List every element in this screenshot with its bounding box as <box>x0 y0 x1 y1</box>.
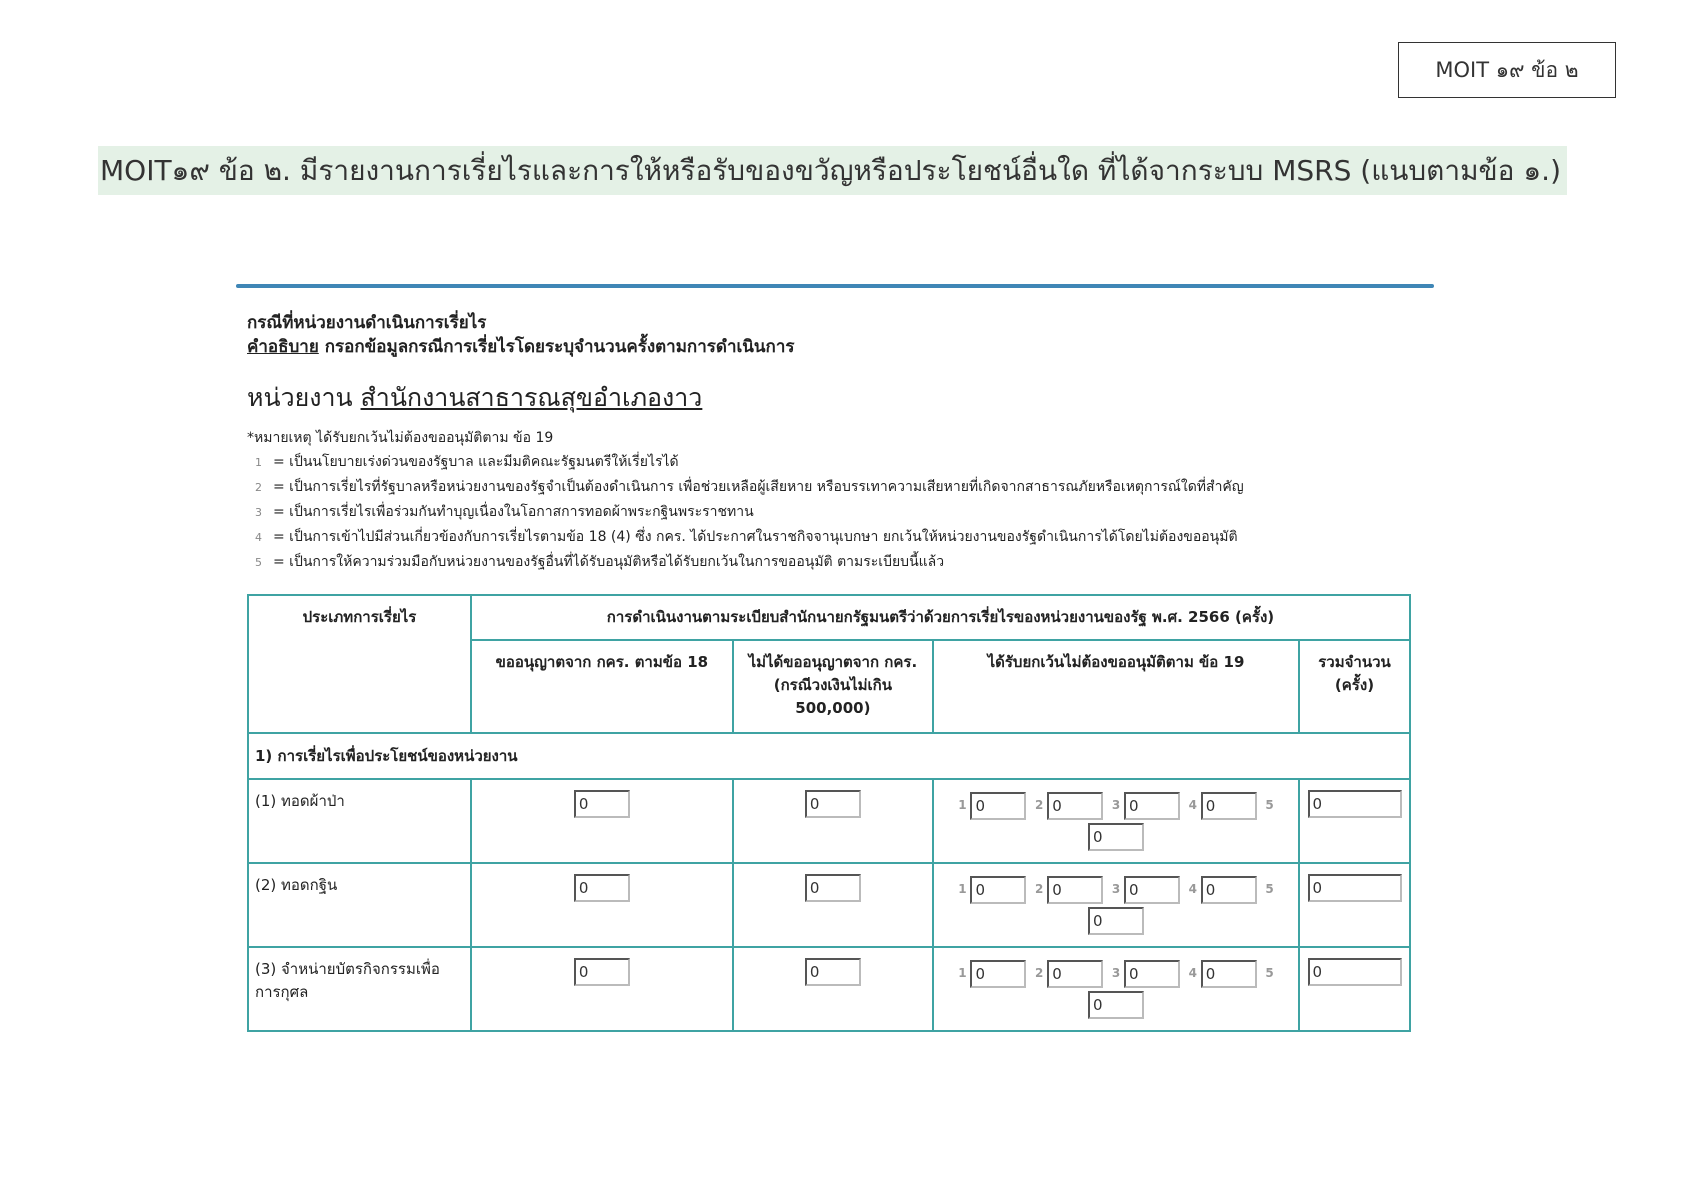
exempt-cell <box>933 779 1299 863</box>
intro-block <box>247 311 795 359</box>
agency-line <box>247 378 702 418</box>
row-label: (3) จำหน่ายบัตรกิจกรรมเพื่อการกุศล <box>248 947 471 1031</box>
header-no-permit: ไม่ได้ขออนุญาตจาก กคร. (กรณีวงเงินไม่เกิน 500,000) <box>733 640 933 733</box>
table-row <box>248 947 1410 1031</box>
exempt-5-input[interactable]: 0 <box>1088 823 1144 851</box>
note-item <box>247 550 1244 575</box>
permit-cell <box>471 863 733 947</box>
exempt-3-input[interactable]: 0 <box>1124 792 1180 820</box>
document-code-box <box>1398 42 1616 98</box>
total-cell <box>1299 947 1410 1031</box>
note-item <box>247 475 1244 500</box>
header-permit: ขออนุญาตจาก กคร. ตามข้อ 18 <box>471 640 733 733</box>
exempt-inputs <box>940 874 1292 936</box>
no-permit-count-input[interactable]: 0 <box>805 958 861 986</box>
section-label: 1) การเรี่ยไรเพื่อประโยชน์ของหน่วยงาน <box>248 733 1410 779</box>
exempt-2-input[interactable]: 0 <box>1047 876 1103 904</box>
no-permit-count-input[interactable]: 0 <box>805 790 861 818</box>
exempt-inputs <box>940 790 1292 852</box>
exempt-cell <box>933 947 1299 1031</box>
total-cell <box>1299 863 1410 947</box>
exempt-label: 2 <box>1035 798 1044 812</box>
intro-line: กรณีที่หน่วยงานดำเนินการเรี่ยไร <box>247 313 487 333</box>
agency-label: หน่วยงาน <box>247 383 361 412</box>
total-count-input[interactable]: 0 <box>1308 958 1402 986</box>
exempt-label: 3 <box>1111 966 1121 980</box>
exempt-label: 2 <box>1035 882 1044 896</box>
agency-name: สำนักงานสาธารณสุขอำเภองาว <box>360 383 703 412</box>
exempt-1-input[interactable]: 0 <box>970 792 1026 820</box>
note-text: = เป็นการเรี่ยไรที่รัฐบาลหรือหน่วยงานของรัฐจำเป็นต้องดำเนินการ เพื่อช่วยเหลือผู้เสียหาย หรือบรรเทาความเสียหายที่เกิดจากสาธารณภัยหรือเหตุการณ์ใดที่สำคัญ <box>273 479 1244 495</box>
exempt-label: 5 <box>1265 966 1274 980</box>
note-text: = เป็นการเรี่ยไรเพื่อร่วมกันทำบุญเนื่องในโอกาสการทอดผ้าพระกฐินพระราชทาน <box>273 504 754 520</box>
header-exempt: ได้รับยกเว้นไม่ต้องขออนุมัติตาม ข้อ 19 <box>933 640 1299 733</box>
no-permit-cell <box>733 779 933 863</box>
exempt-3-input[interactable]: 0 <box>1124 960 1180 988</box>
note-number: 1 <box>255 456 262 469</box>
note-number: 5 <box>255 556 262 569</box>
note-item <box>247 525 1244 550</box>
table-row <box>248 779 1410 863</box>
exempt-label: 1 <box>958 966 967 980</box>
header-total: รวมจำนวน (ครั้ง) <box>1299 640 1410 733</box>
exempt-2-input[interactable]: 0 <box>1047 960 1103 988</box>
exempt-1-input[interactable]: 0 <box>970 960 1026 988</box>
exempt-label: 3 <box>1111 798 1121 812</box>
total-cell <box>1299 779 1410 863</box>
note-text: = เป็นการเข้าไปมีส่วนเกี่ยวข้องกับการเรี่ยไรตามข้อ 18 (4) ซึ่ง กคร. ได้ประกาศในราชกิจจานุเบกษา ยกเว้นให้หน่วยงานของรัฐดำเนินการได้โดยไม่ต้องขออนุมัติ <box>273 529 1238 545</box>
exempt-label: 2 <box>1035 966 1044 980</box>
exempt-label: 4 <box>1188 798 1197 812</box>
section-divider <box>236 284 1434 288</box>
description-text: กรอกข้อมูลกรณีการเรี่ยไรโดยระบุจำนวนครั้งตามการดำเนินการ <box>318 337 795 357</box>
no-permit-cell <box>733 947 933 1031</box>
no-permit-count-input[interactable]: 0 <box>805 874 861 902</box>
notes-title: *หมายเหตุ ได้รับยกเว้นไม่ต้องขออนุมัติตาม ข้อ 19 <box>247 430 554 446</box>
section-row <box>248 733 1410 779</box>
no-permit-cell <box>733 863 933 947</box>
exempt-label: 5 <box>1265 798 1274 812</box>
note-number: 3 <box>255 506 262 519</box>
exempt-label: 3 <box>1111 882 1121 896</box>
permit-count-input[interactable]: 0 <box>574 790 630 818</box>
exempt-5-input[interactable]: 0 <box>1088 991 1144 1019</box>
permit-count-input[interactable]: 0 <box>574 874 630 902</box>
permit-cell <box>471 779 733 863</box>
note-item <box>247 450 1244 475</box>
exempt-inputs <box>940 958 1292 1020</box>
exempt-label: 5 <box>1265 882 1274 896</box>
solicitation-table <box>247 594 1411 1032</box>
row-label: (2) ทอดกฐิน <box>248 863 471 947</box>
exempt-1-input[interactable]: 0 <box>970 876 1026 904</box>
exempt-cell <box>933 863 1299 947</box>
permit-count-input[interactable]: 0 <box>574 958 630 986</box>
page-heading: MOIT๑๙ ข้อ ๒. มีรายงานการเรี่ยไรและการให้หรือรับของขวัญหรือประโยชน์อื่นใด ที่ได้จากระบบ MSRS (แนบตามข้อ ๑.) <box>98 146 1567 195</box>
exempt-4-input[interactable]: 0 <box>1201 876 1257 904</box>
permit-cell <box>471 947 733 1031</box>
table-header-row <box>248 595 1410 640</box>
description-line <box>247 335 795 359</box>
exempt-5-input[interactable]: 0 <box>1088 907 1144 935</box>
row-label: (1) ทอดผ้าป่า <box>248 779 471 863</box>
exempt-4-input[interactable]: 0 <box>1201 792 1257 820</box>
notes-block <box>247 426 1244 575</box>
note-item <box>247 500 1244 525</box>
exempt-label: 4 <box>1188 966 1197 980</box>
header-type: ประเภทการเรี่ยไร <box>248 595 471 733</box>
note-number: 2 <box>255 481 262 494</box>
note-text: = เป็นการให้ความร่วมมือกับหน่วยงานของรัฐอื่นที่ได้รับอนุมัติหรือได้รับยกเว้นในการขออนุมัติ ตามระเบียบนี้แล้ว <box>273 554 945 570</box>
total-count-input[interactable]: 0 <box>1308 790 1402 818</box>
exempt-label: 4 <box>1188 882 1197 896</box>
exempt-label: 1 <box>958 798 967 812</box>
exempt-3-input[interactable]: 0 <box>1124 876 1180 904</box>
total-count-input[interactable]: 0 <box>1308 874 1402 902</box>
table-row <box>248 863 1410 947</box>
document-code: MOIT ๑๙ ข้อ ๒ <box>1435 57 1579 82</box>
exempt-2-input[interactable]: 0 <box>1047 792 1103 820</box>
header-group: การดำเนินงานตามระเบียบสำนักนายกรัฐมนตรีว่าด้วยการเรี่ยไรของหน่วยงานของรัฐ พ.ศ. 2566 (ครั้ง) <box>471 595 1410 640</box>
note-number: 4 <box>255 531 262 544</box>
description-label: คำอธิบาย <box>247 337 319 357</box>
exempt-label: 1 <box>958 882 967 896</box>
exempt-4-input[interactable]: 0 <box>1201 960 1257 988</box>
note-text: = เป็นนโยบายเร่งด่วนของรัฐบาล และมีมติคณะรัฐมนตรีให้เรี่ยไรได้ <box>273 454 679 470</box>
